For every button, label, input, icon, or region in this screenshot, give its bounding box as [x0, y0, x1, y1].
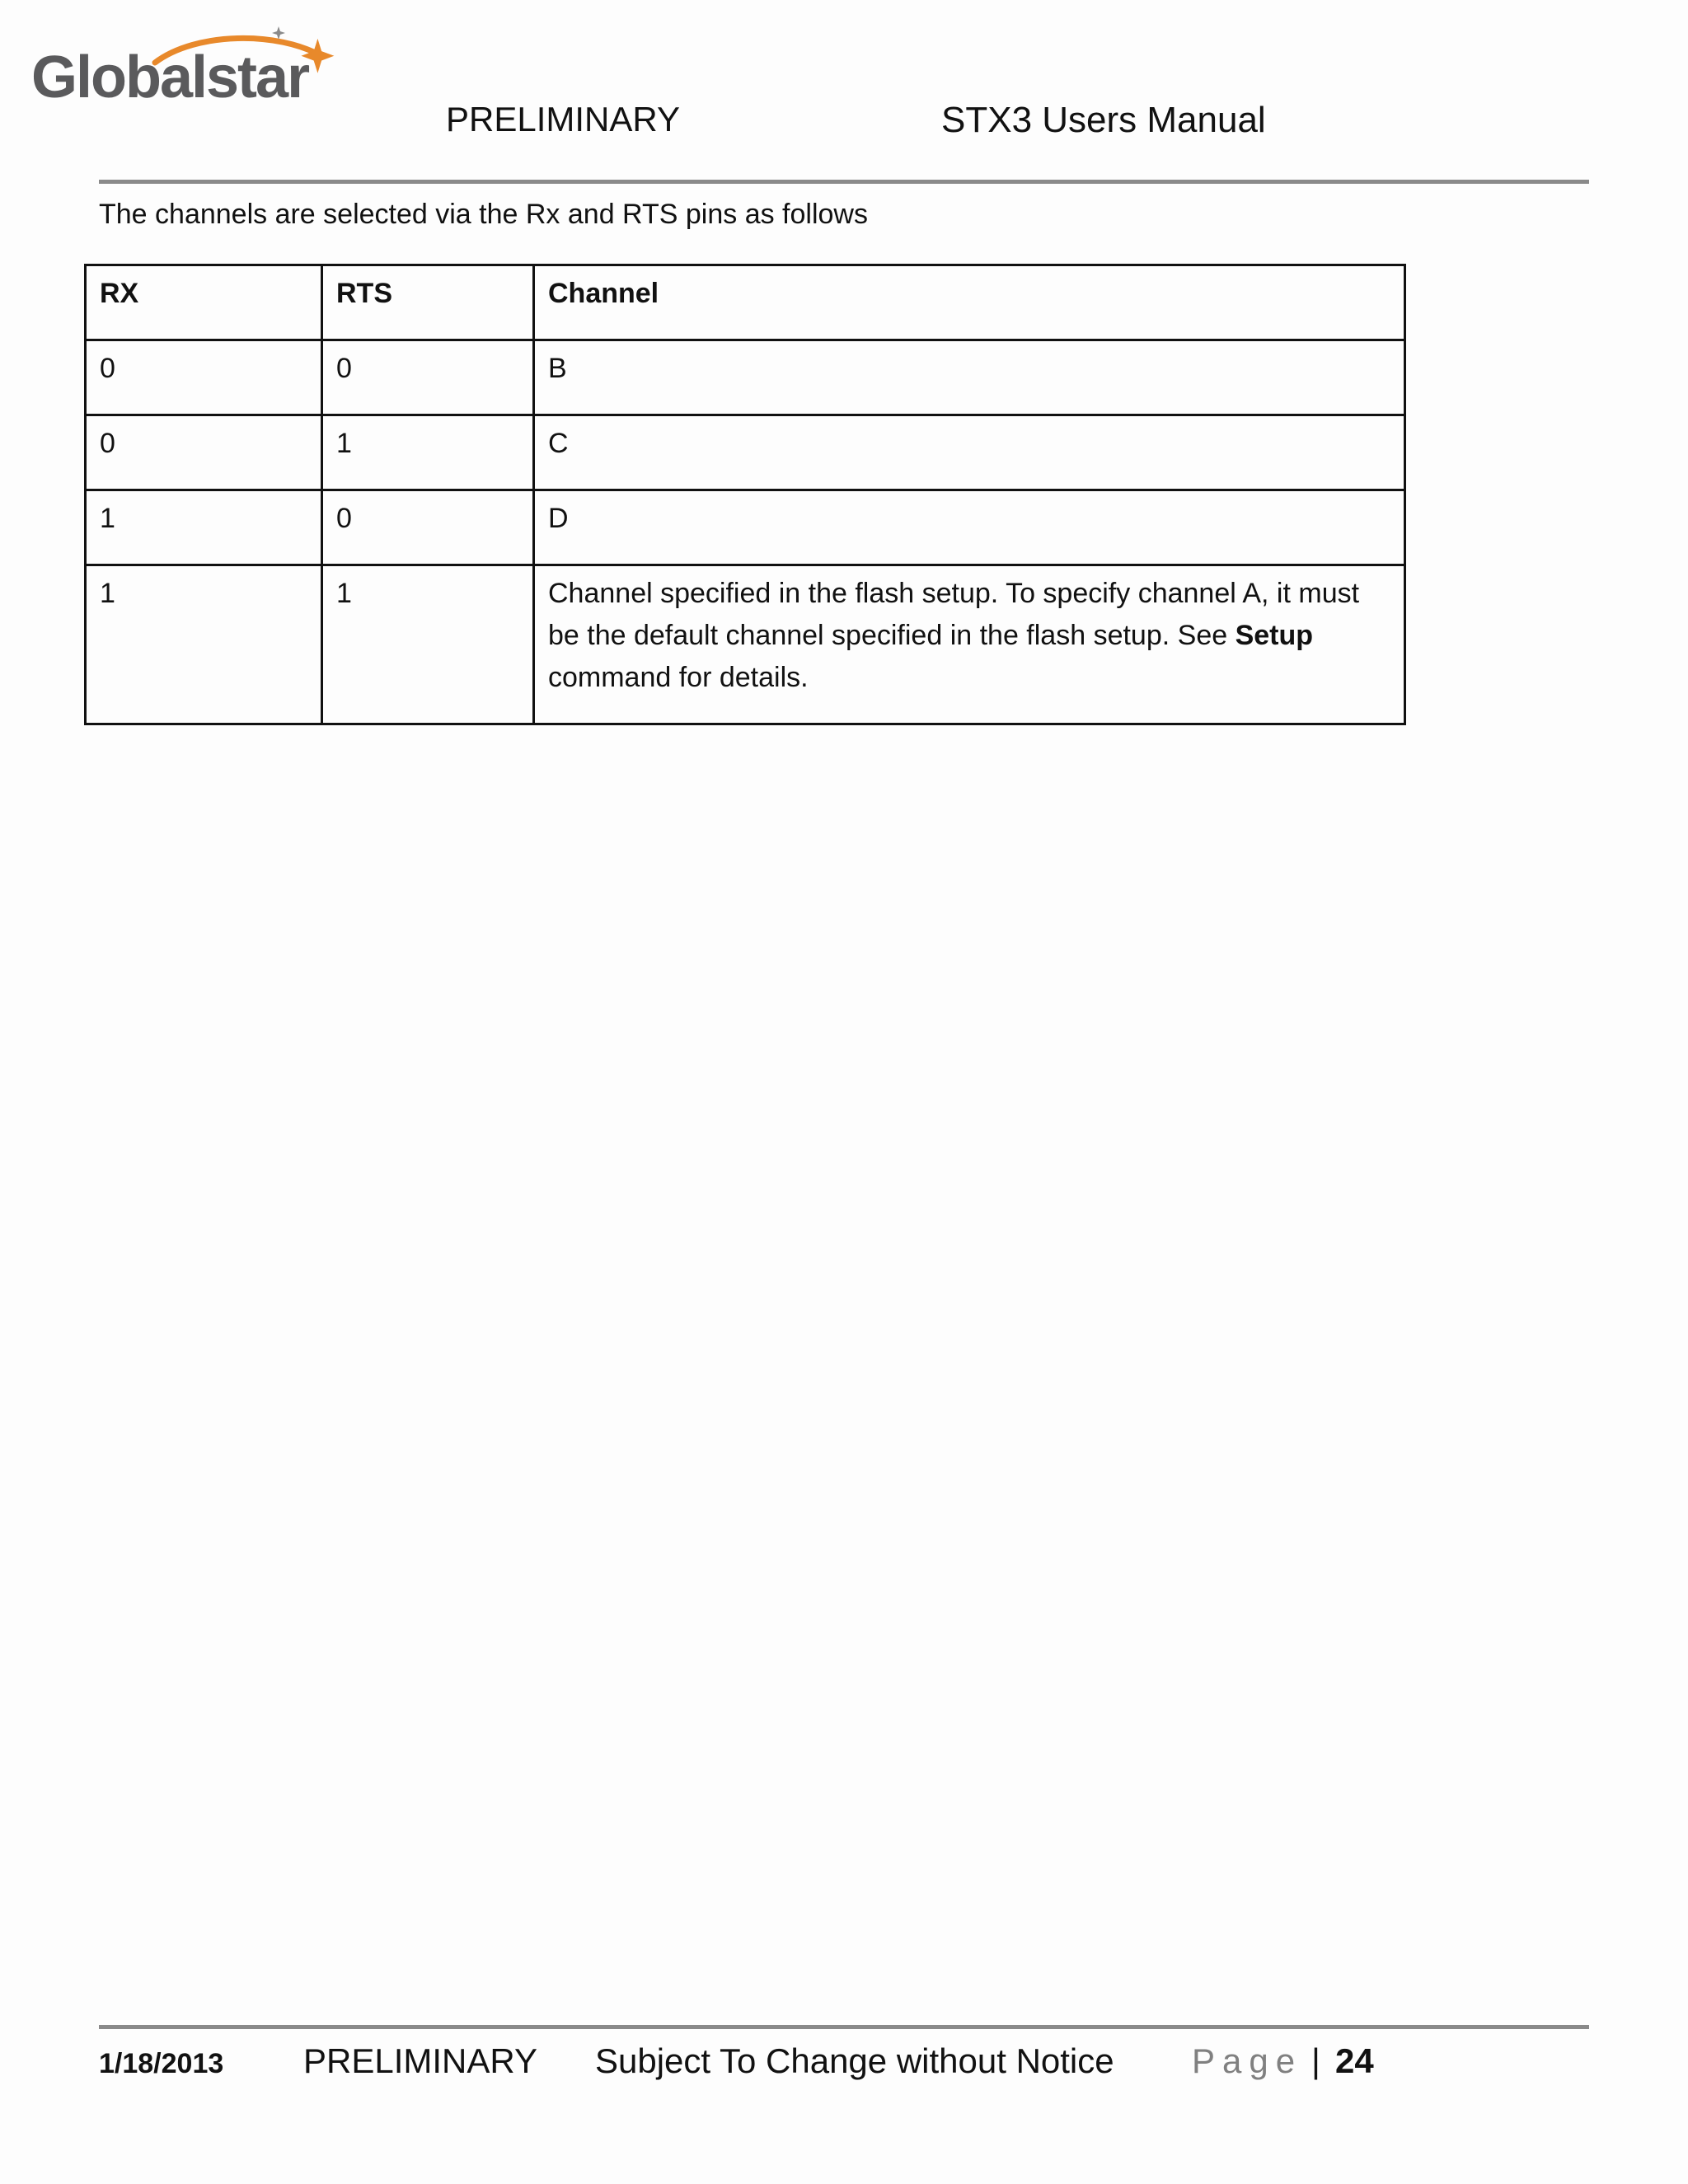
logo-wordmark: Globalstar	[31, 45, 309, 110]
table-header-row	[86, 265, 1405, 340]
cell-rts: 1	[322, 565, 534, 724]
header-status: PRELIMINARY	[446, 100, 680, 138]
table-row	[86, 490, 1405, 565]
cell-channel: B	[534, 340, 1405, 415]
cell-rx: 0	[86, 415, 322, 490]
cell-rx: 1	[86, 565, 322, 724]
footer-notice: Subject To Change without Notice	[595, 2041, 1114, 2080]
footer-separator: |	[1311, 2041, 1320, 2080]
footer-date: 1/18/2013	[99, 2048, 224, 2079]
header-manual-title: STX3 Users Manual	[941, 100, 1266, 140]
table-row	[86, 340, 1405, 415]
cell-rx: 1	[86, 490, 322, 565]
column-header-rts: RTS	[322, 265, 534, 340]
cell-rts: 0	[322, 340, 534, 415]
cell-rts: 1	[322, 415, 534, 490]
column-header-channel: Channel	[534, 265, 1405, 340]
cell-rx: 0	[86, 340, 322, 415]
channel-description: Channel specified in the flash setup. To specify channel A, it must be the default channel specified in the flash setup. See	[548, 578, 1360, 651]
cell-channel: C	[534, 415, 1405, 490]
footer-status: PRELIMINARY	[303, 2041, 537, 2080]
channel-table	[84, 264, 1406, 725]
setup-command-reference: Setup	[1235, 620, 1314, 651]
globalstar-logo	[31, 23, 353, 114]
column-header-rx: RX	[86, 265, 322, 340]
channel-description-end: command for details.	[548, 662, 809, 693]
footer-divider	[99, 2025, 1589, 2029]
table-row	[86, 565, 1405, 724]
footer-page-label: Page	[1192, 2041, 1303, 2080]
cell-channel	[534, 565, 1405, 724]
cell-rts: 0	[322, 490, 534, 565]
intro-paragraph: The channels are selected via the Rx and RTS pins as follows	[99, 199, 868, 230]
footer-page-number: 24	[1335, 2041, 1374, 2080]
cell-channel: D	[534, 490, 1405, 565]
table-row	[86, 415, 1405, 490]
header-divider	[99, 180, 1589, 184]
